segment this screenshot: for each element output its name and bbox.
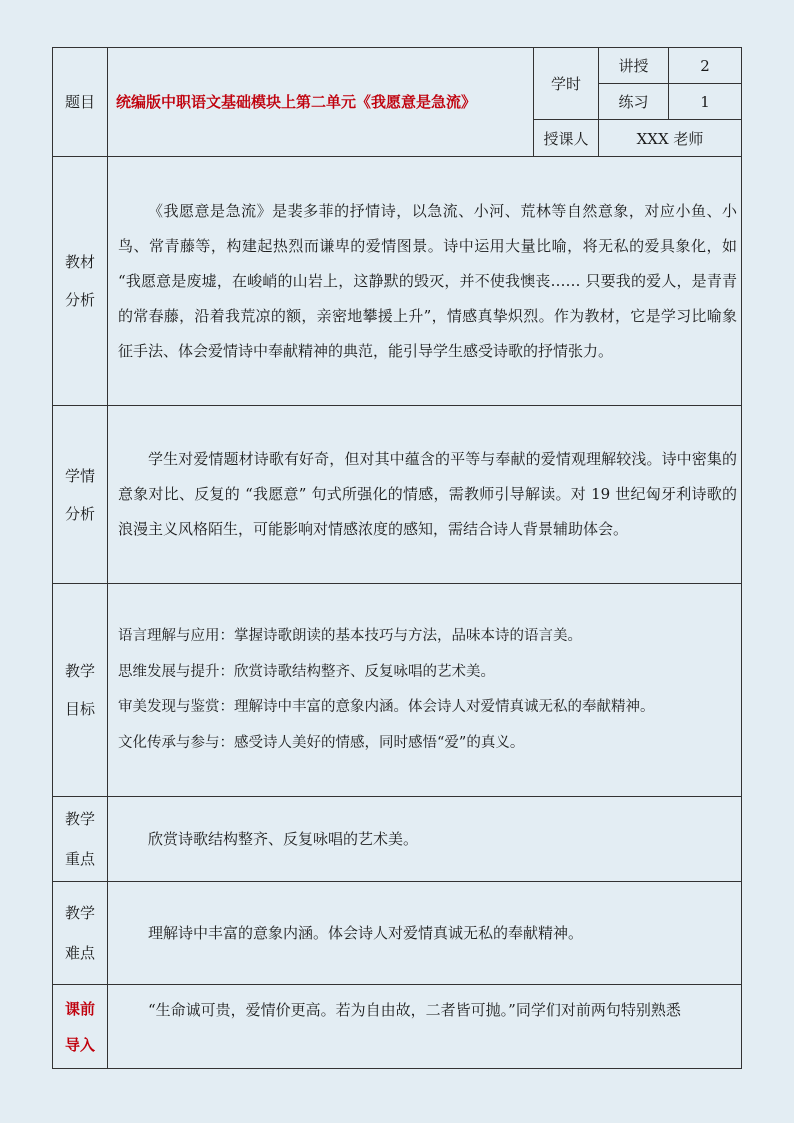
intro-label: 课前 导入 <box>53 985 108 1069</box>
difficulties-label: 教学 难点 <box>53 882 108 985</box>
goal-item: 审美发现与鉴赏：理解诗中丰富的意象内涵。体会诗人对爱情真诚无私的奉献精神。 <box>118 699 655 715</box>
goal-item: 思维发展与提升：欣赏诗歌结构整齐、反复咏唱的艺术美。 <box>118 663 495 680</box>
teaching-goals-label: 教学 目标 <box>53 584 108 797</box>
teaching-goals-list <box>108 584 742 797</box>
material-analysis-text: 《我愿意是急流》是裴多菲的抒情诗，以急流、小河、荒林等自然意象，对应小鱼、小鸟、常青藤等，构建起热烈而谦卑的爱情图景。诗中运用大量比喻，将无私的爱具象化，如 “我愿意是废墟，在峻峭的山岩上，这静默的毁灭，并不使我懊丧…… 只要我的爱人，是青青的常春藤，沿着我荒凉的额，亲密地攀援上升”，情感真挚炽烈。作为教材，它是学习比喻象征手法、体会爱情诗中奉献精神的典范，能引导学生感受诗歌的抒情张力。 <box>108 157 742 406</box>
lesson-title: 统编版中职语文基础模块上第二单元《我愿意是急流》 <box>108 48 534 157</box>
key-points-label: 教学 重点 <box>53 797 108 882</box>
goal-item: 文化传承与参与：感受诗人美好的情感，同时感悟“爱”的真义。 <box>118 734 525 751</box>
goal-item: 语言理解与应用：掌握诗歌朗读的基本技巧与方法，品味本诗的语言美。 <box>118 628 582 644</box>
material-analysis-label: 教材 分析 <box>53 157 108 406</box>
learner-analysis-label: 学情 分析 <box>53 406 108 584</box>
intro-text: “生命诚可贵，爱情价更高。若为自由故，二者皆可抛。”同学们对前两句特别熟悉 <box>108 985 742 1069</box>
lesson-plan-table <box>52 47 742 1069</box>
hours-label: 学时 <box>534 48 599 120</box>
teacher-name: XXX 老师 <box>599 120 742 157</box>
key-points-text: 欣赏诗歌结构整齐、反复咏唱的艺术美。 <box>108 797 742 882</box>
practice-label: 练习 <box>599 84 669 120</box>
lecture-hours: 2 <box>669 48 742 84</box>
topic-label: 题目 <box>53 48 108 157</box>
teacher-label: 授课人 <box>534 120 599 157</box>
practice-hours: 1 <box>669 84 742 120</box>
learner-analysis-text: 学生对爱情题材诗歌有好奇，但对其中蕴含的平等与奉献的爱情观理解较浅。诗中密集的意象对比、反复的 “我愿意” 句式所强化的情感，需教师引导解读。对 19 世纪匈牙利诗歌的浪漫主义风格陌生，可能影响对情感浓度的感知，需结合诗人背景辅助体会。 <box>108 406 742 584</box>
lecture-label: 讲授 <box>599 48 669 84</box>
difficulties-text: 理解诗中丰富的意象内涵。体会诗人对爱情真诚无私的奉献精神。 <box>108 882 742 985</box>
